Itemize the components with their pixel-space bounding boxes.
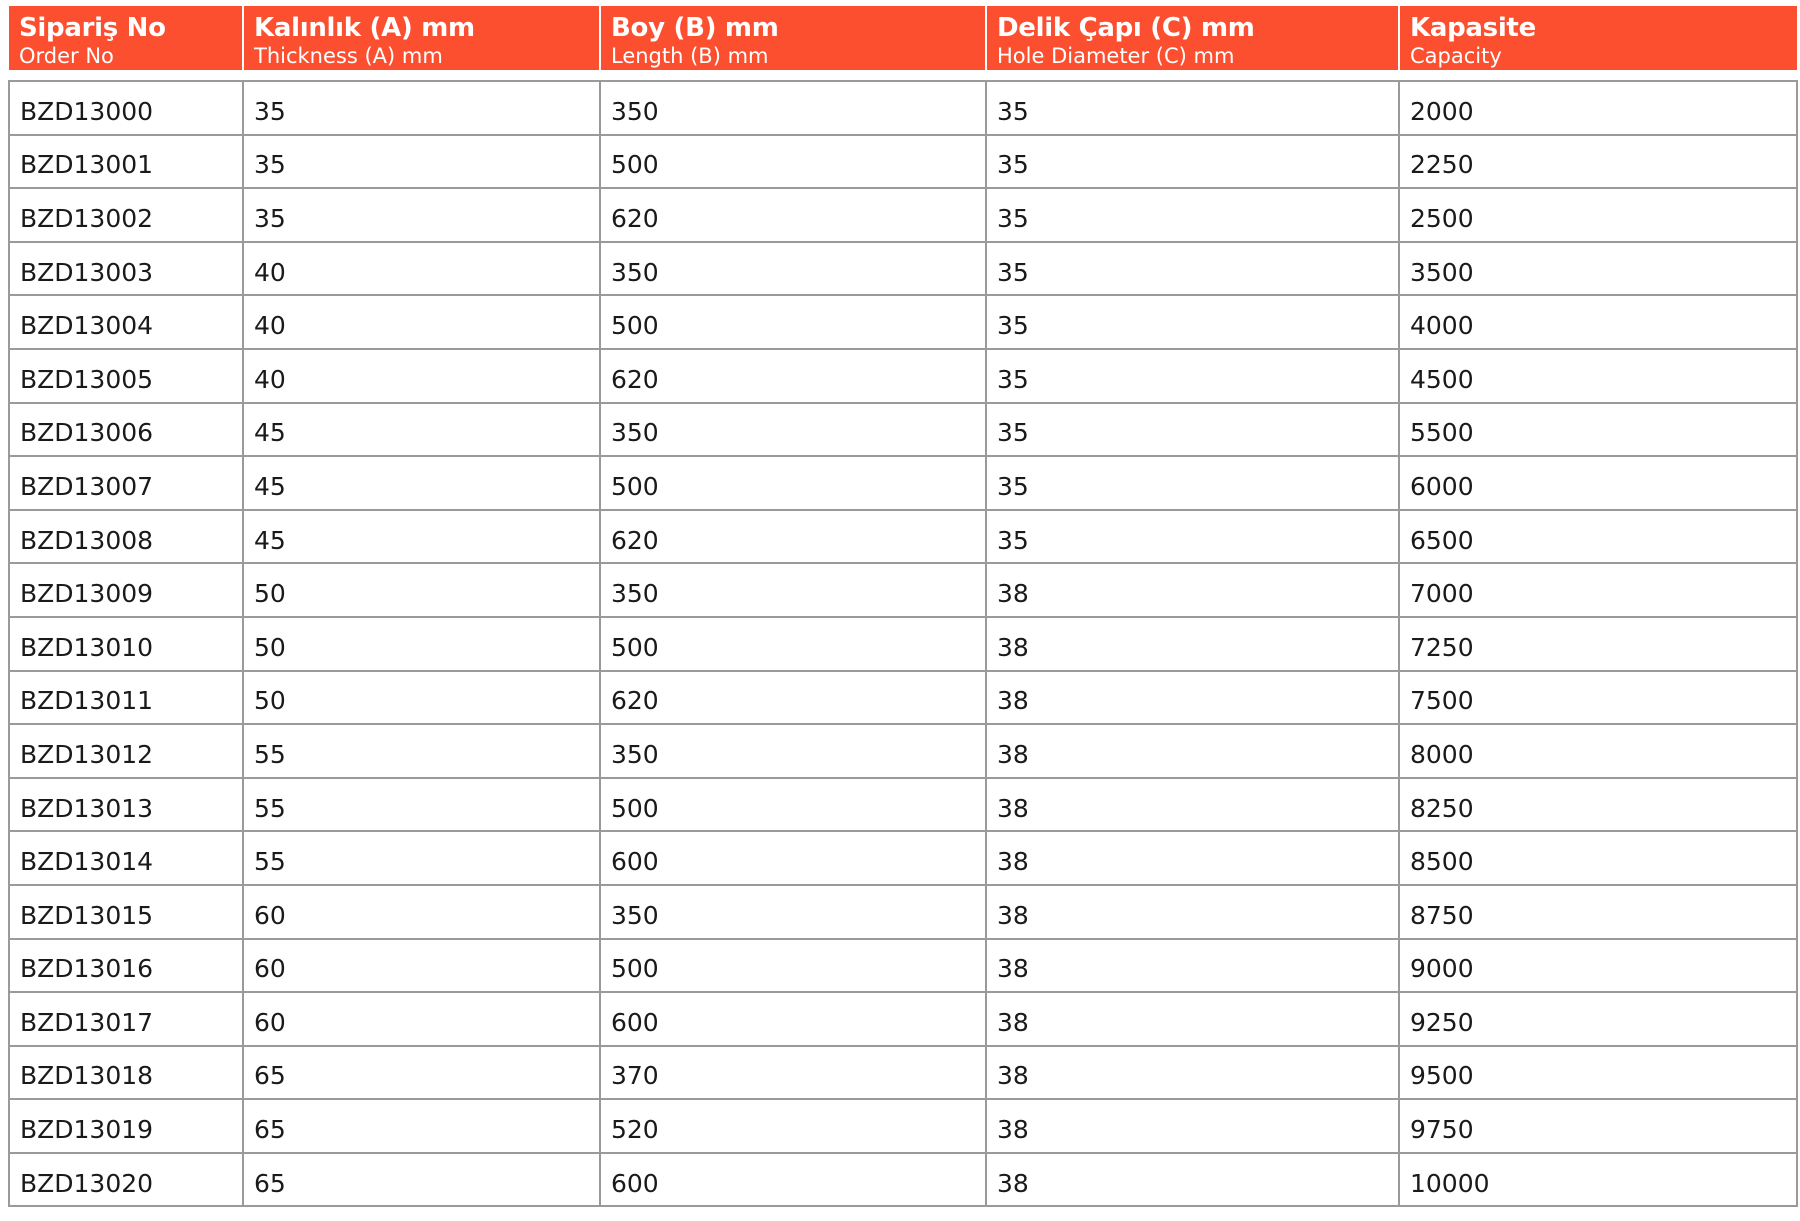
cell-length: 500 [600,778,986,832]
table-row [9,671,1797,725]
cell-capacity: 2000 [1399,81,1797,135]
table-row [9,1099,1797,1153]
cell-length: 620 [600,349,986,403]
header-label-tr: Boy (B) mm [611,13,779,43]
cell-capacity: 10000 [1399,1153,1797,1207]
cell-capacity: 2500 [1399,188,1797,242]
cell-thickness: 40 [243,349,600,403]
cell-order-no: BZD13016 [9,939,243,993]
cell-thickness: 40 [243,295,600,349]
header-label-tr: Delik Çapı (C) mm [997,13,1255,43]
cell-order-no: BZD13004 [9,295,243,349]
cell-hole-diameter: 35 [986,242,1399,296]
table-row [9,724,1797,778]
cell-length: 350 [600,403,986,457]
table-row [9,295,1797,349]
cell-capacity: 3500 [1399,242,1797,296]
cell-capacity: 8250 [1399,778,1797,832]
cell-hole-diameter: 35 [986,81,1399,135]
cell-order-no: BZD13007 [9,456,243,510]
cell-hole-diameter: 38 [986,563,1399,617]
cell-hole-diameter: 35 [986,510,1399,564]
cell-hole-diameter: 35 [986,349,1399,403]
cell-length: 500 [600,617,986,671]
cell-hole-diameter: 35 [986,135,1399,189]
cell-thickness: 60 [243,939,600,993]
cell-thickness: 50 [243,563,600,617]
cell-order-no: BZD13002 [9,188,243,242]
cell-capacity: 4000 [1399,295,1797,349]
cell-length: 500 [600,456,986,510]
cell-order-no: BZD13006 [9,403,243,457]
cell-order-no: BZD13017 [9,992,243,1046]
header-label-en: Thickness (A) mm [254,44,443,68]
cell-thickness: 35 [243,135,600,189]
cell-hole-diameter: 35 [986,295,1399,349]
cell-hole-diameter: 38 [986,831,1399,885]
cell-capacity: 7500 [1399,671,1797,725]
header-label-en: Order No [19,44,114,68]
cell-length: 620 [600,188,986,242]
cell-thickness: 55 [243,778,600,832]
cell-hole-diameter: 35 [986,188,1399,242]
cell-length: 520 [600,1099,986,1153]
cell-capacity: 8500 [1399,831,1797,885]
header-label-en: Capacity [1410,44,1502,68]
cell-thickness: 60 [243,885,600,939]
cell-capacity: 8000 [1399,724,1797,778]
cell-order-no: BZD13011 [9,671,243,725]
cell-length: 600 [600,831,986,885]
cell-hole-diameter: 38 [986,724,1399,778]
cell-capacity: 6000 [1399,456,1797,510]
cell-thickness: 55 [243,724,600,778]
cell-length: 620 [600,510,986,564]
table-row [9,563,1797,617]
cell-thickness: 55 [243,831,600,885]
cell-order-no: BZD13000 [9,81,243,135]
cell-length: 350 [600,724,986,778]
header-length [600,6,986,70]
header-label-en: Hole Diameter (C) mm [997,44,1235,68]
cell-length: 350 [600,885,986,939]
cell-hole-diameter: 35 [986,403,1399,457]
cell-thickness: 40 [243,242,600,296]
table-row [9,242,1797,296]
cell-length: 600 [600,992,986,1046]
cell-hole-diameter: 35 [986,456,1399,510]
header-capacity [1399,6,1797,70]
table-row [9,456,1797,510]
table-row [9,617,1797,671]
cell-capacity: 7000 [1399,563,1797,617]
cell-capacity: 9000 [1399,939,1797,993]
table-row [9,188,1797,242]
cell-capacity: 4500 [1399,349,1797,403]
header-label-en: Length (B) mm [611,44,769,68]
cell-capacity: 9500 [1399,1046,1797,1100]
cell-capacity: 5500 [1399,403,1797,457]
header-gap [9,70,1797,81]
table-row [9,778,1797,832]
cell-thickness: 45 [243,456,600,510]
cell-order-no: BZD13005 [9,349,243,403]
cell-length: 370 [600,1046,986,1100]
cell-order-no: BZD13019 [9,1099,243,1153]
header-row [9,6,1797,70]
cell-thickness: 65 [243,1099,600,1153]
header-label-tr: Kalınlık (A) mm [254,13,475,43]
cell-thickness: 50 [243,671,600,725]
header-label-tr: Kapasite [1410,13,1536,43]
table-row [9,831,1797,885]
table-row [9,939,1797,993]
table-row [9,135,1797,189]
cell-thickness: 45 [243,403,600,457]
cell-capacity: 7250 [1399,617,1797,671]
table-row [9,510,1797,564]
header-label-tr: Sipariş No [19,13,166,43]
cell-capacity: 8750 [1399,885,1797,939]
cell-capacity: 9250 [1399,992,1797,1046]
cell-order-no: BZD13009 [9,563,243,617]
cell-thickness: 45 [243,510,600,564]
cell-order-no: BZD13012 [9,724,243,778]
cell-thickness: 35 [243,188,600,242]
table-row [9,349,1797,403]
cell-order-no: BZD13014 [9,831,243,885]
cell-length: 350 [600,563,986,617]
cell-hole-diameter: 38 [986,778,1399,832]
cell-thickness: 65 [243,1046,600,1100]
cell-thickness: 35 [243,81,600,135]
cell-hole-diameter: 38 [986,885,1399,939]
table-row [9,992,1797,1046]
cell-hole-diameter: 38 [986,992,1399,1046]
cell-hole-diameter: 38 [986,939,1399,993]
cell-order-no: BZD13018 [9,1046,243,1100]
cell-hole-diameter: 38 [986,1099,1399,1153]
cell-capacity: 6500 [1399,510,1797,564]
spec-table [8,6,1798,1207]
cell-length: 620 [600,671,986,725]
cell-hole-diameter: 38 [986,1046,1399,1100]
cell-length: 500 [600,939,986,993]
cell-capacity: 9750 [1399,1099,1797,1153]
cell-thickness: 50 [243,617,600,671]
header-order-no [9,6,243,70]
table-header [9,6,1797,70]
cell-order-no: BZD13001 [9,135,243,189]
table-row [9,81,1797,135]
table-row [9,403,1797,457]
cell-thickness: 65 [243,1153,600,1207]
cell-length: 600 [600,1153,986,1207]
cell-hole-diameter: 38 [986,671,1399,725]
header-thickness [243,6,600,70]
cell-order-no: BZD13013 [9,778,243,832]
cell-length: 500 [600,135,986,189]
header-hole-diameter [986,6,1399,70]
cell-order-no: BZD13003 [9,242,243,296]
cell-order-no: BZD13010 [9,617,243,671]
table-row [9,1153,1797,1207]
cell-order-no: BZD13008 [9,510,243,564]
table-row [9,885,1797,939]
table-body [9,81,1797,1206]
table-row [9,1046,1797,1100]
cell-order-no: BZD13020 [9,1153,243,1207]
cell-length: 350 [600,242,986,296]
cell-length: 350 [600,81,986,135]
cell-hole-diameter: 38 [986,1153,1399,1207]
cell-thickness: 60 [243,992,600,1046]
cell-hole-diameter: 38 [986,617,1399,671]
cell-length: 500 [600,295,986,349]
cell-order-no: BZD13015 [9,885,243,939]
spec-table-container [8,6,1796,1207]
cell-capacity: 2250 [1399,135,1797,189]
